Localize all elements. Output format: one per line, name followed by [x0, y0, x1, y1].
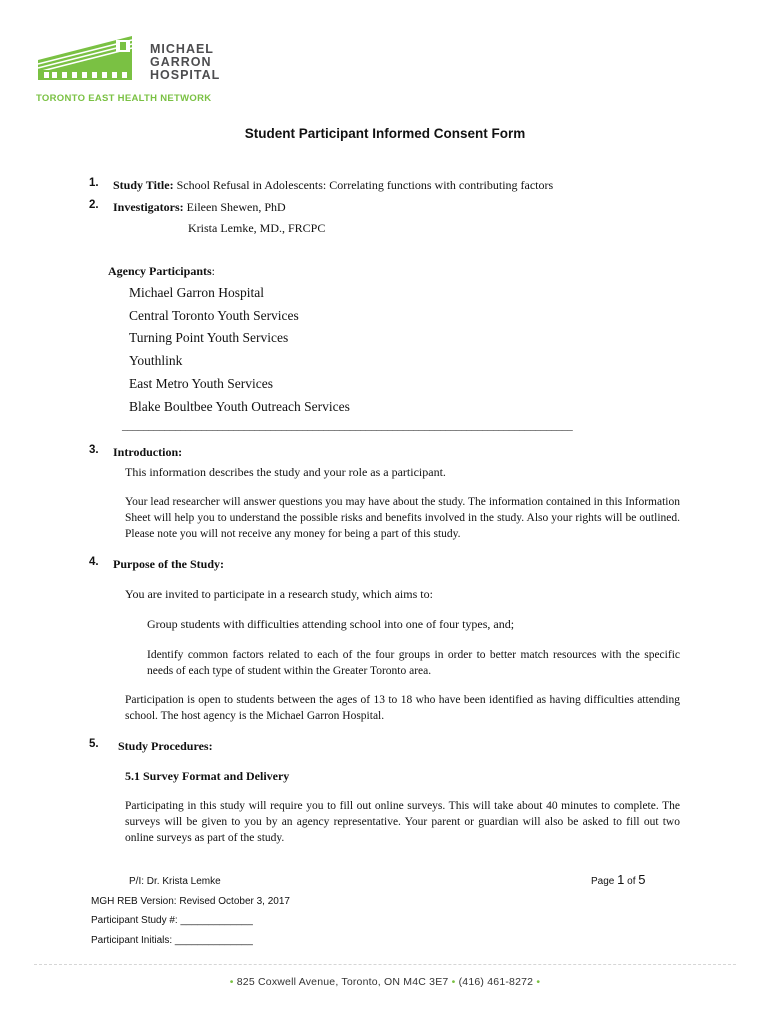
section-1-number: 1.: [89, 177, 99, 189]
section-4-number: 4.: [89, 556, 99, 568]
address-bullet: •: [536, 976, 541, 988]
page-of: of: [627, 876, 636, 887]
participant-initials: Participant Initials: ______________: [91, 935, 253, 946]
footer-divider: [34, 964, 736, 965]
page-indicator: [591, 872, 646, 887]
underline-rule: _____________________________________________________________________________________: [122, 420, 573, 432]
investigator-2: Krista Lemke, MD., FRCPC: [188, 221, 326, 235]
investigator-1: Eileen Shewen, PhD: [186, 200, 286, 214]
introduction-p1: This information describes the study and your role as a participant.: [125, 465, 446, 479]
purpose-item-2: Identify common factors related to each of the four groups in order to better match resources with the specific needs of each type of student within the Greater Toronto area.: [147, 649, 680, 677]
page-number: 1: [617, 872, 625, 887]
section-3-number: 3.: [89, 444, 99, 456]
participant-study-number: Participant Study #: _____________: [91, 915, 253, 926]
investigators-label: Investigators:: [113, 200, 184, 214]
section-2-number: 2.: [89, 199, 99, 211]
footer-phone: (416) 461-8272: [458, 976, 534, 988]
page-title: Student Participant Informed Consent Form: [244, 126, 526, 141]
logo-network: TORONTO EAST HEALTH NETWORK: [36, 93, 212, 104]
hospital-logo: [36, 34, 236, 106]
reb-version: MGH REB Version: Revised October 3, 2017: [91, 896, 290, 907]
logo-line-3: HOSPITAL: [150, 68, 221, 82]
study-title-label: Study Title:: [113, 178, 174, 192]
procedures-heading: Study Procedures:: [118, 739, 213, 753]
logo-line-2: GARRON: [150, 55, 212, 69]
agency-item: Turning Point Youth Services: [129, 330, 289, 345]
procedures-p1: Participating in this study will require you to fill out online surveys. This will take about 40 minutes to complete. The surveys will be given to you by an agency representative. Your parent or guardian will also be asked to fill out two online surveys as part of the study.: [125, 800, 680, 844]
agency-item: Youthlink: [129, 353, 183, 368]
section-1-line: [113, 178, 553, 193]
logo-line-1: MICHAEL: [150, 42, 214, 56]
agency-participants-colon: :: [211, 264, 215, 278]
introduction-heading: Introduction:: [113, 445, 183, 459]
agency-item: East Metro Youth Services: [129, 376, 273, 391]
study-title-text: School Refusal in Adolescents: Correlating functions with contributing factors: [176, 178, 554, 192]
purpose-p2: Participation is open to students between the ages of 13 to 18 who have been identified as having difficulties attending school. The host agency is the Michael Garron Hospital.: [125, 694, 680, 722]
footer-address: 825 Coxwell Avenue, Toronto, ON M4C 3E7: [236, 976, 449, 988]
page-total: 5: [638, 872, 646, 887]
section-5-number: 5.: [89, 738, 99, 750]
principal-investigator: P/I: Dr. Krista Lemke: [129, 876, 221, 887]
introduction-p2: Your lead researcher will answer questions you may have about the study. The information contained in this Information Sheet will help you to understand the possible risks and benefits involved in the study. Also your rights will be outlined. Please note you will not receive any money for being a part of this study.: [125, 496, 680, 540]
agency-participants-label: Agency Participants: [108, 264, 212, 278]
agency-item: Blake Boultbee Youth Outreach Services: [129, 399, 350, 414]
procedures-subheading: 5.1 Survey Format and Delivery: [125, 769, 290, 783]
agency-item: Michael Garron Hospital: [129, 285, 264, 300]
purpose-p1: You are invited to participate in a research study, which aims to:: [125, 587, 433, 601]
purpose-heading: Purpose of the Study:: [113, 557, 225, 571]
agency-participants-heading: [108, 264, 215, 279]
purpose-item-1: Group students with difficulties attending school into one of four types, and;: [147, 617, 515, 631]
agency-item: Central Toronto Youth Services: [129, 308, 299, 323]
address-bullet: •: [229, 976, 234, 988]
section-2-line: [113, 200, 286, 215]
page-label: Page: [591, 876, 615, 887]
address-bullet: •: [451, 976, 456, 988]
hospital-building-icon: [36, 34, 140, 84]
footer-address-bar: [0, 976, 770, 988]
